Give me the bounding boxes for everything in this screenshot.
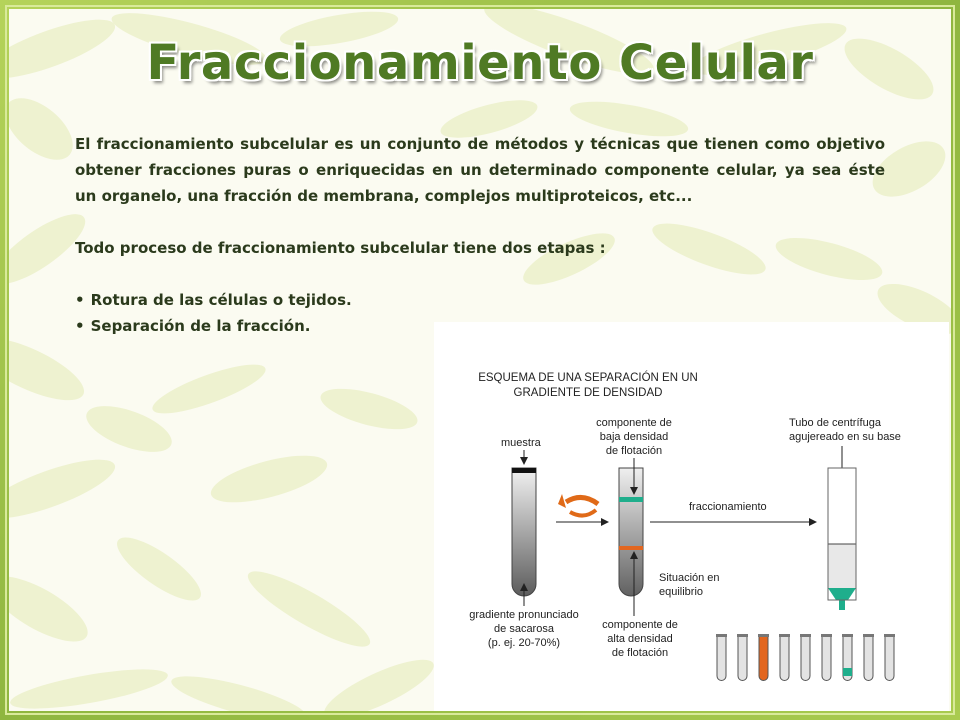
stages-paragraph: Todo proceso de fraccionamiento subcelular tiene dos etapas : xyxy=(75,239,606,257)
label-gradient-3: (p. ej. 20-70%) xyxy=(487,637,561,649)
label-muestra: muestra xyxy=(501,437,541,449)
collection-tube-1 xyxy=(716,634,727,681)
label-gradient-2: de sacarosa xyxy=(494,623,554,635)
label-low-density-3: de flotación xyxy=(605,445,663,457)
label-gradient-1: gradiente pronunciado xyxy=(469,609,579,621)
equilibrium-tube xyxy=(619,468,643,596)
pierced-tube xyxy=(828,468,856,610)
collection-tube-6 xyxy=(821,634,832,681)
stage-item-separacion: • Separación de la fracción. xyxy=(75,313,575,339)
stage-item-rotura: • Rotura de las células o tejidos. xyxy=(75,287,575,313)
high-density-band xyxy=(619,546,643,550)
label-high-density-3: de flotación xyxy=(611,647,669,659)
label-high-density-2: alta densidad xyxy=(607,633,673,645)
label-low-density-2: baja densidad xyxy=(599,431,669,443)
label-equilibrio-2: equilibrio xyxy=(659,586,704,598)
collection-tubes xyxy=(716,634,895,681)
collection-tube-8 xyxy=(863,634,874,681)
gradient-tube xyxy=(512,468,536,596)
figure-title-line1: ESQUEMA DE UNA SEPARACIÓN EN UN xyxy=(478,372,698,384)
slide-title: Fraccionamiento Celular xyxy=(146,35,814,91)
label-high-density-1: componente de xyxy=(602,619,678,631)
density-gradient-figure xyxy=(434,322,949,711)
collection-tube-5 xyxy=(800,634,811,681)
figure-title-line2: GRADIENTE DE DENSIDAD xyxy=(513,387,663,399)
collection-tube-9 xyxy=(884,634,895,681)
collection-tube-4 xyxy=(779,634,790,681)
label-tube-2: agujereado en su base xyxy=(789,431,901,443)
label-low-density-1: componente de xyxy=(596,417,672,429)
collection-tube-2 xyxy=(737,634,748,681)
intro-paragraph: El fraccionamiento subcelular es un conjunto de métodos y técnicas que tienen como objetivo obtener fracciones puras o enriquecidas en un determinado componente celular, ya sea éste un organelo, una fracción de membrana, complejos multiproteicos, etc... xyxy=(75,135,885,205)
collection-tube-3 xyxy=(758,634,769,681)
low-density-band xyxy=(619,497,643,502)
slide-content-area xyxy=(9,9,951,711)
label-tube-1: Tubo de centrífuga xyxy=(789,417,881,429)
rotation-icon xyxy=(558,494,598,516)
collection-tube-7 xyxy=(842,634,853,681)
label-equilibrio-1: Situación en xyxy=(659,572,720,584)
label-fraccionamiento: fraccionamiento xyxy=(689,501,767,513)
